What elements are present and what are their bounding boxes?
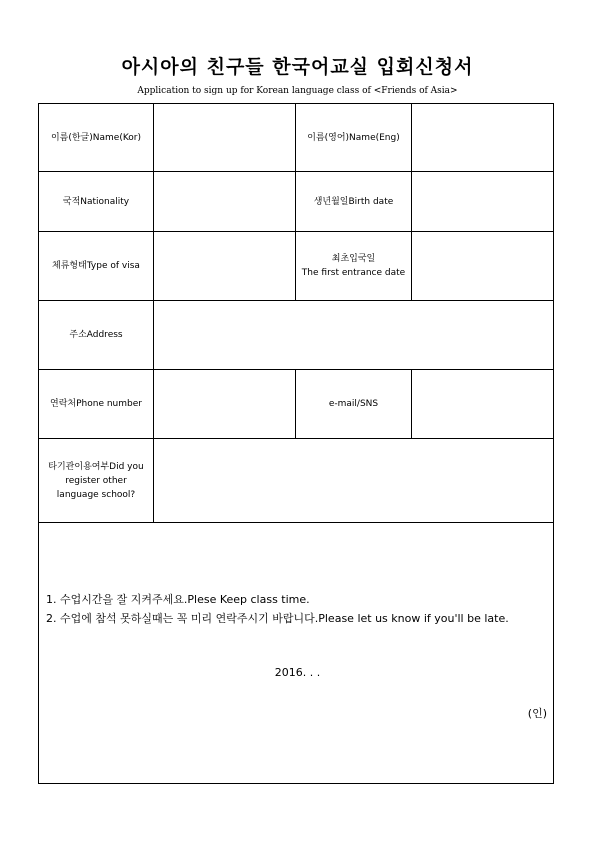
table-row — [39, 301, 554, 370]
nationality-input-cell[interactable] — [154, 172, 296, 232]
notes-section — [44, 590, 549, 628]
table-row — [39, 172, 554, 232]
other-school-input-cell[interactable] — [154, 439, 554, 523]
name-eng-label: 이름(영어)Name(Eng) — [296, 104, 412, 172]
date-line: 2016. . . — [274, 666, 321, 679]
first-entrance-label-eng: The first entrance date — [301, 268, 406, 278]
first-entrance-label-kor: 최초입국일 — [331, 254, 376, 264]
first-entrance-input-cell[interactable] — [412, 232, 554, 301]
name-eng-input-cell[interactable] — [412, 104, 554, 172]
note-item: 2. 수업에 참석 못하실때는 꼭 미리 연락주시기 바랍니다.Please let us know if you'll be late. — [60, 609, 549, 628]
notes-row — [39, 523, 554, 784]
name-kor-label: 이름(한글)Name(Kor) — [39, 104, 154, 172]
table-row — [39, 370, 554, 439]
notes-cell — [39, 523, 554, 784]
nationality-label: 국적Nationality — [39, 172, 154, 232]
birth-date-label: 생년월일Birth date — [296, 172, 412, 232]
seal-mark: (인) — [527, 707, 547, 720]
table-row — [39, 232, 554, 301]
table-row — [39, 439, 554, 523]
phone-label: 연락처Phone number — [39, 370, 154, 439]
address-label: 주소Address — [39, 301, 154, 370]
application-form-table — [38, 103, 554, 784]
other-school-label: 타기관이용여부Did you register other language school? — [39, 439, 154, 523]
note-item: 1. 수업시간을 잘 지켜주세요.Plese Keep class time. — [60, 590, 549, 609]
address-input-cell[interactable] — [154, 301, 554, 370]
phone-input-cell[interactable] — [154, 370, 296, 439]
email-input-cell[interactable] — [412, 370, 554, 439]
form-subtitle: Application to sign up for Korean language class of <Friends of Asia> — [137, 86, 458, 96]
visa-type-label: 체류형태Type of visa — [39, 232, 154, 301]
visa-type-input-cell[interactable] — [154, 232, 296, 301]
table-row — [39, 104, 554, 172]
first-entrance-label — [296, 232, 412, 301]
form-title: 아시아의 친구들 한국어교실 입회신청서 — [121, 56, 474, 78]
birth-date-input-cell[interactable] — [412, 172, 554, 232]
name-kor-input-cell[interactable] — [154, 104, 296, 172]
email-label: e-mail/SNS — [296, 370, 412, 439]
